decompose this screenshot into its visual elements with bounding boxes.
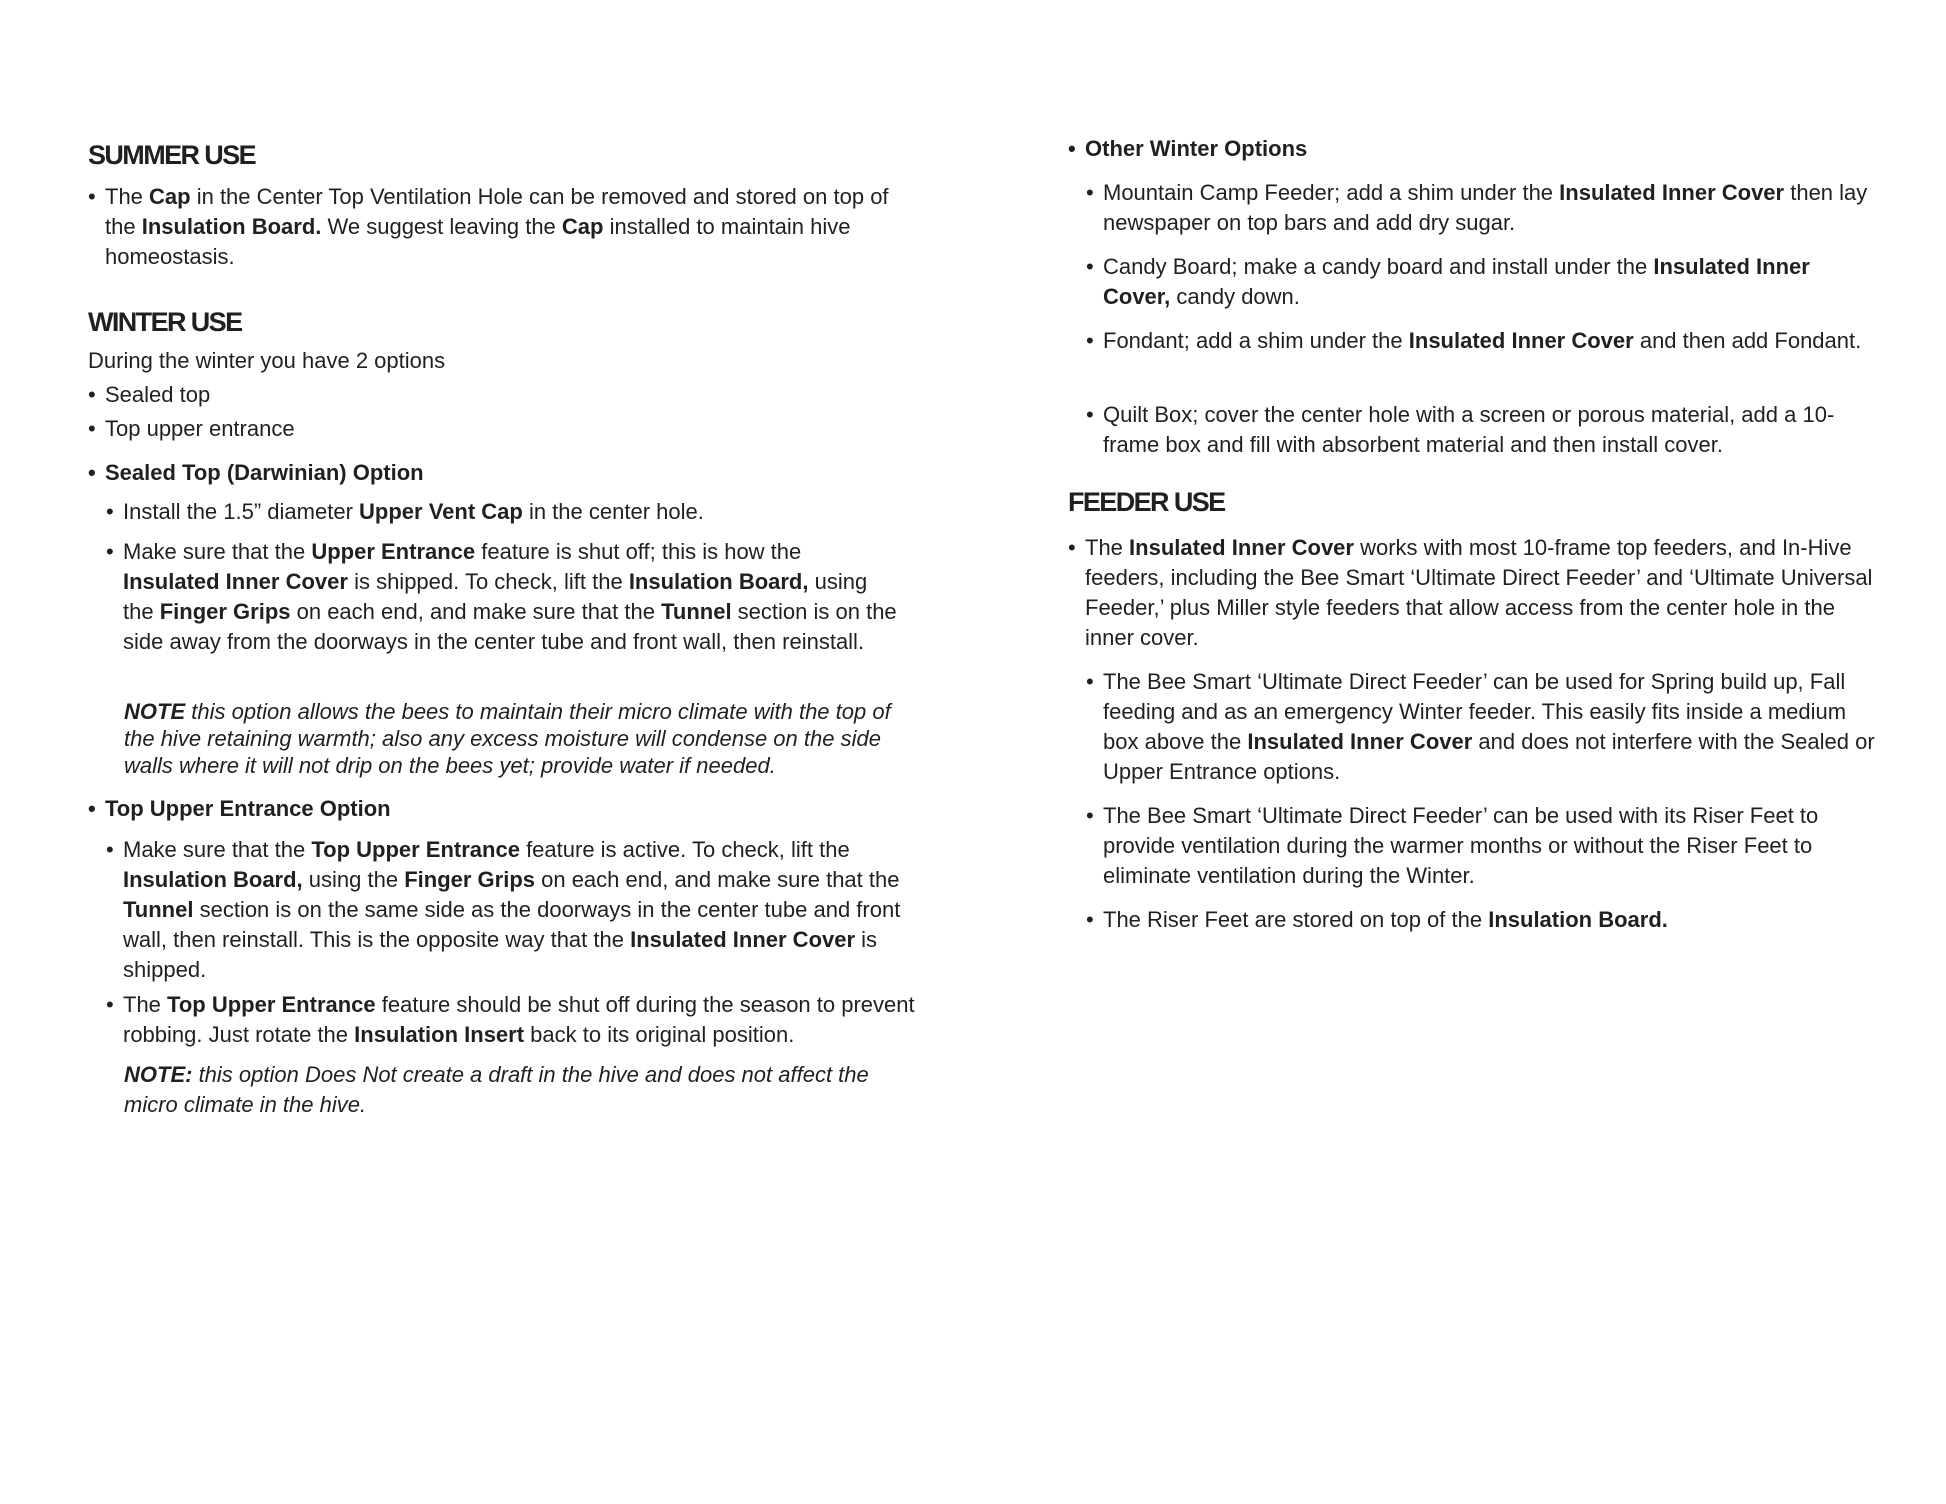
sealed-top-step-vent-cap <box>106 497 923 527</box>
bold-term: Tunnel <box>661 599 732 624</box>
feeder-use-heading: FEEDER USE <box>1068 487 1225 517</box>
text-run: The <box>105 184 150 209</box>
text-run: The Riser Feet are stored on top of the <box>1103 907 1489 932</box>
other-option-fondant <box>1086 326 1863 356</box>
text-run: candy down. <box>1170 284 1300 309</box>
sealed-top-step-upper-entrance <box>106 537 903 657</box>
text-run: feature is shut off; this is how the <box>475 539 802 564</box>
other-option-mountain-camp <box>1086 178 1873 238</box>
top-upper-note <box>124 1060 894 1120</box>
text-run: using the <box>123 569 868 624</box>
bold-term: Insulated Inner Cover <box>1408 328 1634 353</box>
text-run: section is on the side away from the doorways in the center tube and front wall, then reinstall. <box>123 599 897 654</box>
top-upper-entrance-option-heading: • Top Upper Entrance Option <box>88 794 391 824</box>
bold-term: Finger Grips <box>159 599 291 624</box>
text-run: back to its original position. <box>524 1022 795 1047</box>
summer-use-heading: SUMMER USE <box>88 140 256 170</box>
top-upper-step-activate <box>106 835 903 985</box>
text-run: Quilt Box; cover the center hole with a screen or porous material, add a 10-frame box and fill with absorbent material and then install cover. <box>1103 402 1835 457</box>
other-winter-options-heading: • Other Winter Options <box>1068 134 1307 164</box>
other-option-candy-board <box>1086 252 1863 312</box>
text-run: then lay newspaper on top bars and add dry sugar. <box>1103 180 1868 235</box>
text-run: is shipped. To check, lift the <box>347 569 629 594</box>
bold-term: Upper Entrance <box>311 539 476 564</box>
summer-cap-bullet <box>88 182 905 272</box>
feeder-riser-feet-ventilation <box>1086 801 1883 891</box>
bold-term: Insulated Inner Cover <box>1129 535 1354 560</box>
text-run: works with most 10-frame top feeders, and In-Hive feeders, including the Bee Smart ‘Ultimate Direct Feeder’ and ‘Ultimate Universal Feeder,’ plus Miller style feeders that allow access from the center hole in the inner cover. <box>1085 535 1873 650</box>
bold-term: Insulation Board, <box>628 569 809 594</box>
text-run: Install the 1.5” diameter <box>123 499 360 524</box>
bold-term: Upper Vent Cap <box>359 499 523 524</box>
bold-term: Insulation Board. <box>1488 907 1668 932</box>
text-run: Make sure that the <box>123 837 312 862</box>
text-run: Fondant; add a shim under the <box>1103 328 1409 353</box>
text-run: We suggest leaving the <box>321 214 562 239</box>
text-run: is shipped. <box>123 927 878 982</box>
bold-term: Insulated Inner Cover <box>1559 180 1785 205</box>
text-run: on each end, and make sure that the <box>535 867 900 892</box>
text-run: Make sure that the <box>123 539 312 564</box>
text-run: and does not interfere with the Sealed or Upper Entrance options. <box>1103 729 1875 784</box>
bold-term: Top Upper Entrance <box>311 837 520 862</box>
text-run: The Bee Smart ‘Ultimate Direct Feeder’ can be used with its Riser Feet to provide ventilation during the warmer months or without the Riser Feet to eliminate ventilation during the Winter. <box>1103 803 1819 888</box>
winter-option-top-upper-entrance: • Top upper entrance <box>88 414 295 444</box>
feeder-compatibility-bullet <box>1068 533 1885 653</box>
bold-term: Insulated Inner Cover <box>630 927 856 952</box>
text-run: installed to maintain hive homeostasis. <box>105 214 851 269</box>
text-run: feature is active. To check, lift the <box>519 837 850 862</box>
feeder-ultimate-direct-uses <box>1086 667 1883 787</box>
text-run: Mountain Camp Feeder; add a shim under the <box>1103 180 1560 205</box>
winter-use-heading: WINTER USE <box>88 307 242 337</box>
text-run: using the <box>302 867 405 892</box>
top-upper-step-shut-off <box>106 990 923 1050</box>
text-run: section is on the same side as the doorways in the center tube and front wall, then reinstall. This is the opposite way that the <box>123 897 901 952</box>
winter-option-sealed-top: • Sealed top <box>88 380 210 410</box>
bold-term: Tunnel <box>123 897 194 922</box>
text-run: feature should be shut off during the season to prevent robbing. Just rotate the <box>123 992 915 1047</box>
bold-term: Insulation Insert <box>354 1022 525 1047</box>
text-run: in the Center Top Ventilation Hole can be removed and stored on top of the <box>105 184 889 239</box>
feeder-riser-feet-storage <box>1086 905 1883 935</box>
text-run: this option allows the bees to maintain their micro climate with the top of the hive retaining warmth; also any excess moisture will condense on the side walls where it will not drip on the bees yet; provide water if needed. <box>124 699 891 778</box>
bold-term: Insulation Board, <box>123 867 303 892</box>
text-run: The <box>1085 535 1130 560</box>
text-run: The Bee Smart ‘Ultimate Direct Feeder’ can be used for Spring build up, Fall feeding and as an emergency Winter feeder. This easily fits inside a medium box above the <box>1103 669 1847 754</box>
bold-term: Top Upper Entrance <box>167 992 376 1017</box>
bold-term: Cap <box>561 214 604 239</box>
bold-term: NOTE <box>124 699 186 724</box>
bold-term: Insulated Inner Cover <box>1247 729 1473 754</box>
bold-term: Insulated Inner Cover, <box>1103 254 1810 309</box>
bold-term: Insulation Board. <box>141 214 322 239</box>
sealed-top-note <box>124 698 914 779</box>
winter-intro: During the winter you have 2 options <box>88 348 446 373</box>
text-run: in the center hole. <box>522 499 704 524</box>
bold-term: NOTE: <box>124 1062 193 1087</box>
bold-term: Finger Grips <box>404 867 535 892</box>
bold-term: Cap <box>149 184 191 209</box>
other-option-quilt-box <box>1086 400 1873 460</box>
text-run: on each end, and make sure that the <box>290 599 662 624</box>
text-run: and then add Fondant. <box>1633 328 1862 353</box>
text-run: this option Does Not create a draft in the hive and does not affect the micro climate in the hive. <box>124 1062 869 1117</box>
sealed-top-option-heading: • Sealed Top (Darwinian) Option <box>88 458 424 488</box>
bold-term: Insulated Inner Cover <box>123 569 348 594</box>
text-run: Candy Board; make a candy board and install under the <box>1103 254 1654 279</box>
text-run: The <box>123 992 168 1017</box>
